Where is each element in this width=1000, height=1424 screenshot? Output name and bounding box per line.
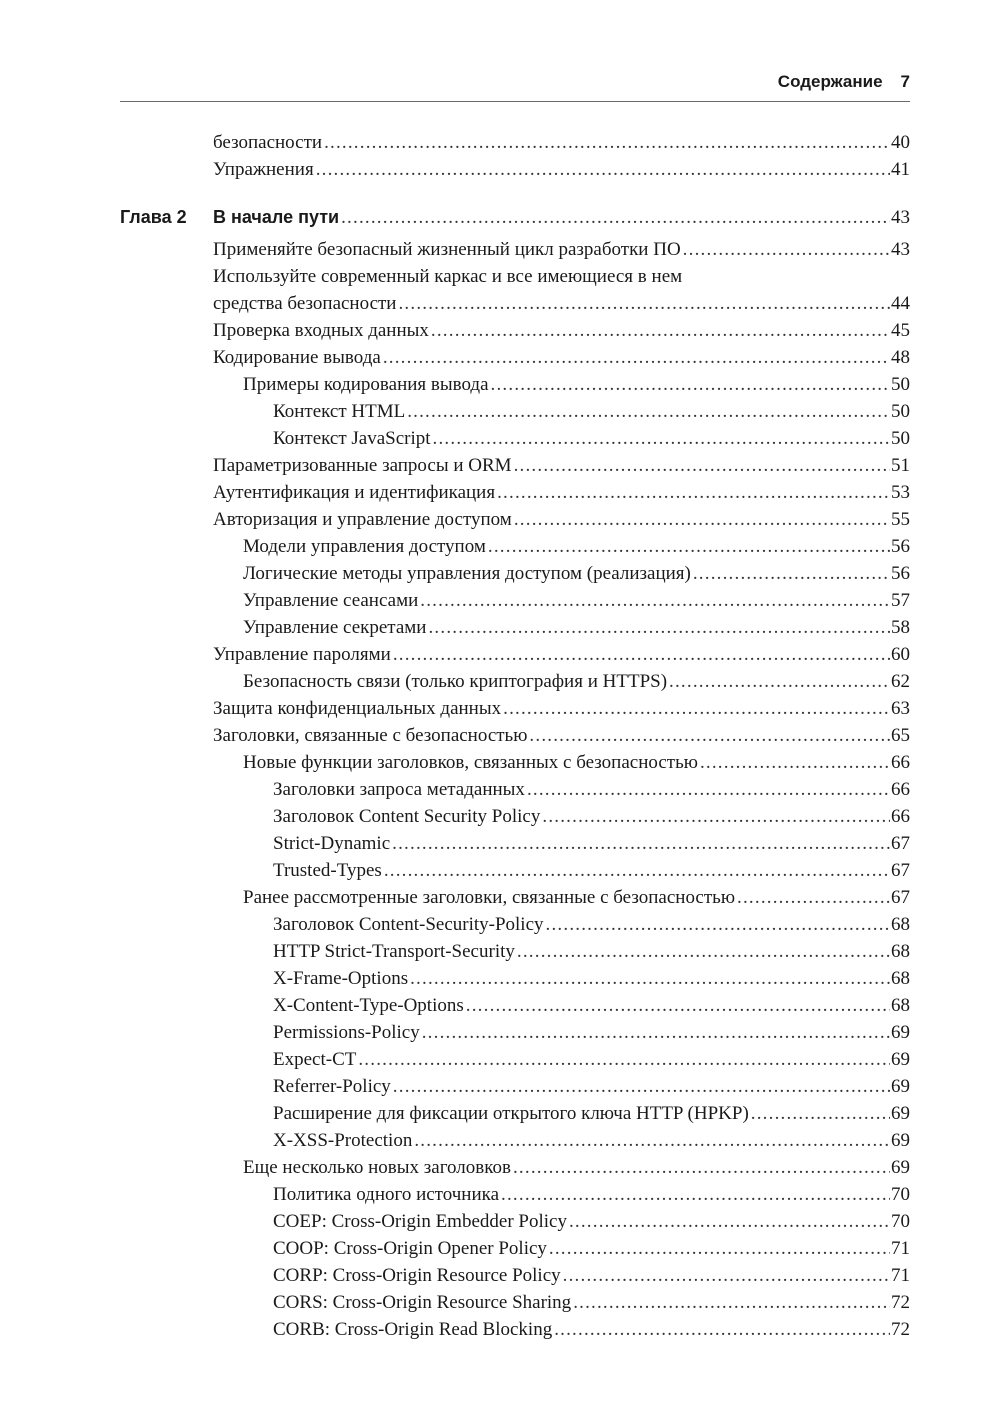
dot-leader <box>669 670 890 694</box>
dot-leader <box>392 832 890 856</box>
toc-entry-title: Политика одного источника <box>273 1184 500 1205</box>
toc-entry-title: Модели управления доступом <box>243 536 486 557</box>
toc-entry-title: Проверка входных данных <box>213 320 429 341</box>
toc-entry-title: Используйте современный каркас и все имеющиеся в нем <box>213 266 683 287</box>
dot-leader <box>529 724 890 748</box>
toc-entry-page: 67 <box>891 860 910 881</box>
toc-entry-page: 48 <box>891 347 910 368</box>
toc-entry-page: 72 <box>891 1292 910 1313</box>
toc-entry-page: 50 <box>891 428 910 449</box>
toc-entry-title: Аутентификация и идентификация <box>213 482 496 503</box>
toc-entry-title: Безопасность связи (только криптография и HTTPS) <box>243 671 668 692</box>
toc-entry[interactable] <box>273 400 910 424</box>
toc-entry-page: 44 <box>891 293 910 314</box>
toc-entry[interactable] <box>213 481 910 505</box>
toc-entry[interactable] <box>273 832 910 856</box>
toc-entry[interactable] <box>273 940 910 964</box>
toc-entry[interactable] <box>273 427 910 451</box>
dot-leader <box>700 751 890 775</box>
toc-entry-page: 41 <box>891 159 910 180</box>
dot-leader <box>316 158 890 182</box>
toc-entry-page: 70 <box>891 1211 910 1232</box>
dot-leader <box>514 454 890 478</box>
toc-entry[interactable] <box>213 158 910 182</box>
toc-entry[interactable] <box>213 292 910 316</box>
toc-entry[interactable] <box>273 1264 910 1288</box>
dot-leader <box>341 206 890 230</box>
toc-entry[interactable] <box>243 670 910 694</box>
toc-entry-page: 56 <box>891 563 910 584</box>
toc-entry-page: 72 <box>891 1319 910 1340</box>
toc-entry-page: 43 <box>891 239 910 260</box>
toc-entry-title: Управление секретами <box>243 617 427 638</box>
dot-leader <box>693 562 890 586</box>
toc-entry-title: Управление паролями <box>213 644 391 665</box>
toc-entry[interactable] <box>273 1183 910 1207</box>
toc-entry-title: Заголовки, связанные с безопасностью <box>213 725 528 746</box>
toc-entry-title: В начале пути <box>213 207 340 227</box>
toc-entry-page: 55 <box>891 509 910 530</box>
toc-entry-page: 50 <box>891 374 910 395</box>
toc-entry-title: Заголовок Content-Security-Policy <box>273 914 544 935</box>
toc-entry[interactable] <box>243 373 910 397</box>
dot-leader <box>569 1210 890 1234</box>
toc-entry-page: 68 <box>891 941 910 962</box>
toc-entry[interactable] <box>273 1075 910 1099</box>
dot-leader <box>514 508 890 532</box>
toc-entry-title: X-XSS-Protection <box>273 1130 413 1151</box>
dot-leader <box>527 778 890 802</box>
dot-leader <box>488 535 890 559</box>
toc-entry-page: 69 <box>891 1103 910 1124</box>
toc-entry-title: X-Content-Type-Options <box>273 995 464 1016</box>
toc-entry-title: Trusted-Types <box>273 860 382 881</box>
toc-entry[interactable] <box>213 346 910 370</box>
toc-entry[interactable] <box>273 859 910 883</box>
dot-leader <box>497 481 890 505</box>
toc-entry[interactable] <box>213 643 910 667</box>
toc-entry-page: 40 <box>891 132 910 153</box>
toc-entry[interactable] <box>273 967 910 991</box>
toc-entry[interactable] <box>213 319 910 343</box>
toc-entry-title: Параметризованные запросы и ORM <box>213 455 512 476</box>
toc-entry-page: 56 <box>891 536 910 557</box>
toc-entry-title: Авторизация и управление доступом <box>213 509 512 530</box>
toc-entry[interactable] <box>273 913 910 937</box>
toc-entry[interactable] <box>213 724 910 748</box>
dot-leader <box>407 400 890 424</box>
toc-entry-title: Expect-CT <box>273 1049 357 1070</box>
toc-entry-page: 69 <box>891 1022 910 1043</box>
toc-entry-title: Strict-Dynamic <box>273 833 391 854</box>
dot-leader <box>737 886 890 910</box>
toc-entry[interactable] <box>273 1210 910 1234</box>
dot-leader <box>428 616 890 640</box>
toc-entry-title: Управление сеансами <box>243 590 419 611</box>
toc-entry[interactable] <box>243 886 910 910</box>
toc-entry[interactable] <box>243 562 910 586</box>
toc-entry-title: Ранее рассмотренные заголовки, связанные с безопасностью <box>243 887 736 908</box>
toc-entry-title: Логические методы управления доступом (реализация) <box>243 563 691 584</box>
toc-entry-title: X-Frame-Options <box>273 968 409 989</box>
toc-entry-page: 57 <box>891 590 910 611</box>
toc-entry-title: безопасности <box>213 132 323 153</box>
toc-entry-title: Кодирование вывода <box>213 347 381 368</box>
toc-entry[interactable] <box>273 1318 910 1342</box>
toc-entry-title: Новые функции заголовков, связанных с безопасностью <box>243 752 698 773</box>
toc-entry-title: Заголовок Content Security Policy <box>273 806 541 827</box>
toc-entry-title: Упражнения <box>213 159 314 180</box>
toc-entry[interactable] <box>273 1102 910 1126</box>
toc-entry[interactable] <box>273 1237 910 1261</box>
toc-entry-title: CORB: Cross-Origin Read Blocking <box>273 1319 553 1340</box>
toc-entry-page: 45 <box>891 320 910 341</box>
dot-leader <box>383 346 890 370</box>
toc-entry-title: Применяйте безопасный жизненный цикл разработки ПО <box>213 239 681 260</box>
toc-chapter-entry[interactable] <box>213 205 910 229</box>
dot-leader <box>573 1291 890 1315</box>
dot-leader <box>554 1318 890 1342</box>
toc-entry[interactable] <box>213 265 682 289</box>
toc-entry-title: Контекст JavaScript <box>273 428 431 449</box>
toc-entry-page: 53 <box>891 482 910 503</box>
toc-entry[interactable] <box>213 131 910 155</box>
page-number: 7 <box>900 72 910 91</box>
toc-entry-title: Примеры кодирования вывода <box>243 374 489 395</box>
toc-entry[interactable] <box>273 1048 910 1072</box>
toc-entry-page: 66 <box>891 752 910 773</box>
toc-entry-title: HTTP Strict-Transport-Security <box>273 941 515 962</box>
toc-entry-page: 50 <box>891 401 910 422</box>
toc-entry[interactable] <box>243 535 910 559</box>
dot-leader <box>491 373 890 397</box>
toc-entry-page: 69 <box>891 1130 910 1151</box>
dot-leader <box>501 1183 890 1207</box>
toc-entry[interactable] <box>213 454 910 478</box>
toc-entry-page: 66 <box>891 806 910 827</box>
dot-leader <box>414 1129 890 1153</box>
toc-entry-title: Защита конфиденциальных данных <box>213 698 502 719</box>
toc-entry-title: COEP: Cross-Origin Embedder Policy <box>273 1211 567 1232</box>
toc-entry-page: 43 <box>891 207 910 228</box>
toc-entry-page: 68 <box>891 968 910 989</box>
dot-leader <box>358 1048 890 1072</box>
toc-entry-page: 65 <box>891 725 910 746</box>
dot-leader <box>517 940 890 964</box>
toc-entry-page: 62 <box>891 671 910 692</box>
dot-leader <box>683 238 890 262</box>
dot-leader <box>420 589 890 613</box>
toc-entry-page: 70 <box>891 1184 910 1205</box>
toc-entry-page: 69 <box>891 1076 910 1097</box>
toc-entry[interactable] <box>273 1129 910 1153</box>
toc-entry[interactable] <box>243 589 910 613</box>
dot-leader <box>751 1102 890 1126</box>
toc-entry-title: COOP: Cross-Origin Opener Policy <box>273 1238 547 1259</box>
dot-leader <box>393 643 890 667</box>
toc-entry-page: 58 <box>891 617 910 638</box>
toc-entry-page: 67 <box>891 887 910 908</box>
toc-entry-title: Permissions-Policy <box>273 1022 420 1043</box>
toc-entry-page: 60 <box>891 644 910 665</box>
toc-entry-page: 67 <box>891 833 910 854</box>
dot-leader <box>422 1021 890 1045</box>
toc-entry-title: Заголовки запроса метаданных <box>273 779 525 800</box>
toc-entry[interactable] <box>273 805 910 829</box>
toc-entry-title: Расширение для фиксации открытого ключа HTTP (HPKP) <box>273 1103 749 1124</box>
toc-entry-page: 71 <box>891 1238 910 1259</box>
dot-leader <box>542 805 890 829</box>
toc-entry-title: Еще несколько новых заголовков <box>243 1157 511 1178</box>
running-header-title: Содержание <box>777 72 883 91</box>
toc-entry-title: средства безопасности <box>213 293 397 314</box>
dot-leader <box>563 1264 890 1288</box>
toc-entry[interactable] <box>273 1021 910 1045</box>
toc-entry[interactable] <box>273 994 910 1018</box>
toc-entry-title: Контекст HTML <box>273 401 406 422</box>
dot-leader <box>410 967 890 991</box>
toc-entry[interactable] <box>243 751 910 775</box>
dot-leader <box>546 913 890 937</box>
toc-entry[interactable] <box>243 616 910 640</box>
dot-leader <box>431 319 890 343</box>
toc-entry-page: 66 <box>891 779 910 800</box>
dot-leader <box>513 1156 890 1180</box>
toc-entry[interactable] <box>213 238 910 262</box>
toc-entry-page: 63 <box>891 698 910 719</box>
dot-leader <box>393 1075 890 1099</box>
toc-entry-title: CORP: Cross-Origin Resource Policy <box>273 1265 561 1286</box>
toc-entry[interactable] <box>273 778 910 802</box>
toc-entry-page: 69 <box>891 1049 910 1070</box>
dot-leader <box>549 1237 890 1261</box>
dot-leader <box>466 994 890 1018</box>
toc-entry[interactable] <box>213 697 910 721</box>
toc-entry-page: 68 <box>891 995 910 1016</box>
dot-leader <box>324 131 890 155</box>
dot-leader <box>433 427 890 451</box>
toc-entry-title: Referrer-Policy <box>273 1076 391 1097</box>
toc-entry-title: CORS: Cross-Origin Resource Sharing <box>273 1292 572 1313</box>
toc-entry[interactable] <box>273 1291 910 1315</box>
toc-entry[interactable] <box>243 1156 910 1180</box>
toc-entry-page: 51 <box>891 455 910 476</box>
chapter-label: Глава 2 <box>120 207 187 227</box>
toc-entry-page: 68 <box>891 914 910 935</box>
dot-leader <box>384 859 890 883</box>
toc-entry-page: 71 <box>891 1265 910 1286</box>
toc-entry[interactable] <box>213 508 910 532</box>
dot-leader <box>398 292 890 316</box>
toc-entry-page: 69 <box>891 1157 910 1178</box>
dot-leader <box>503 697 890 721</box>
